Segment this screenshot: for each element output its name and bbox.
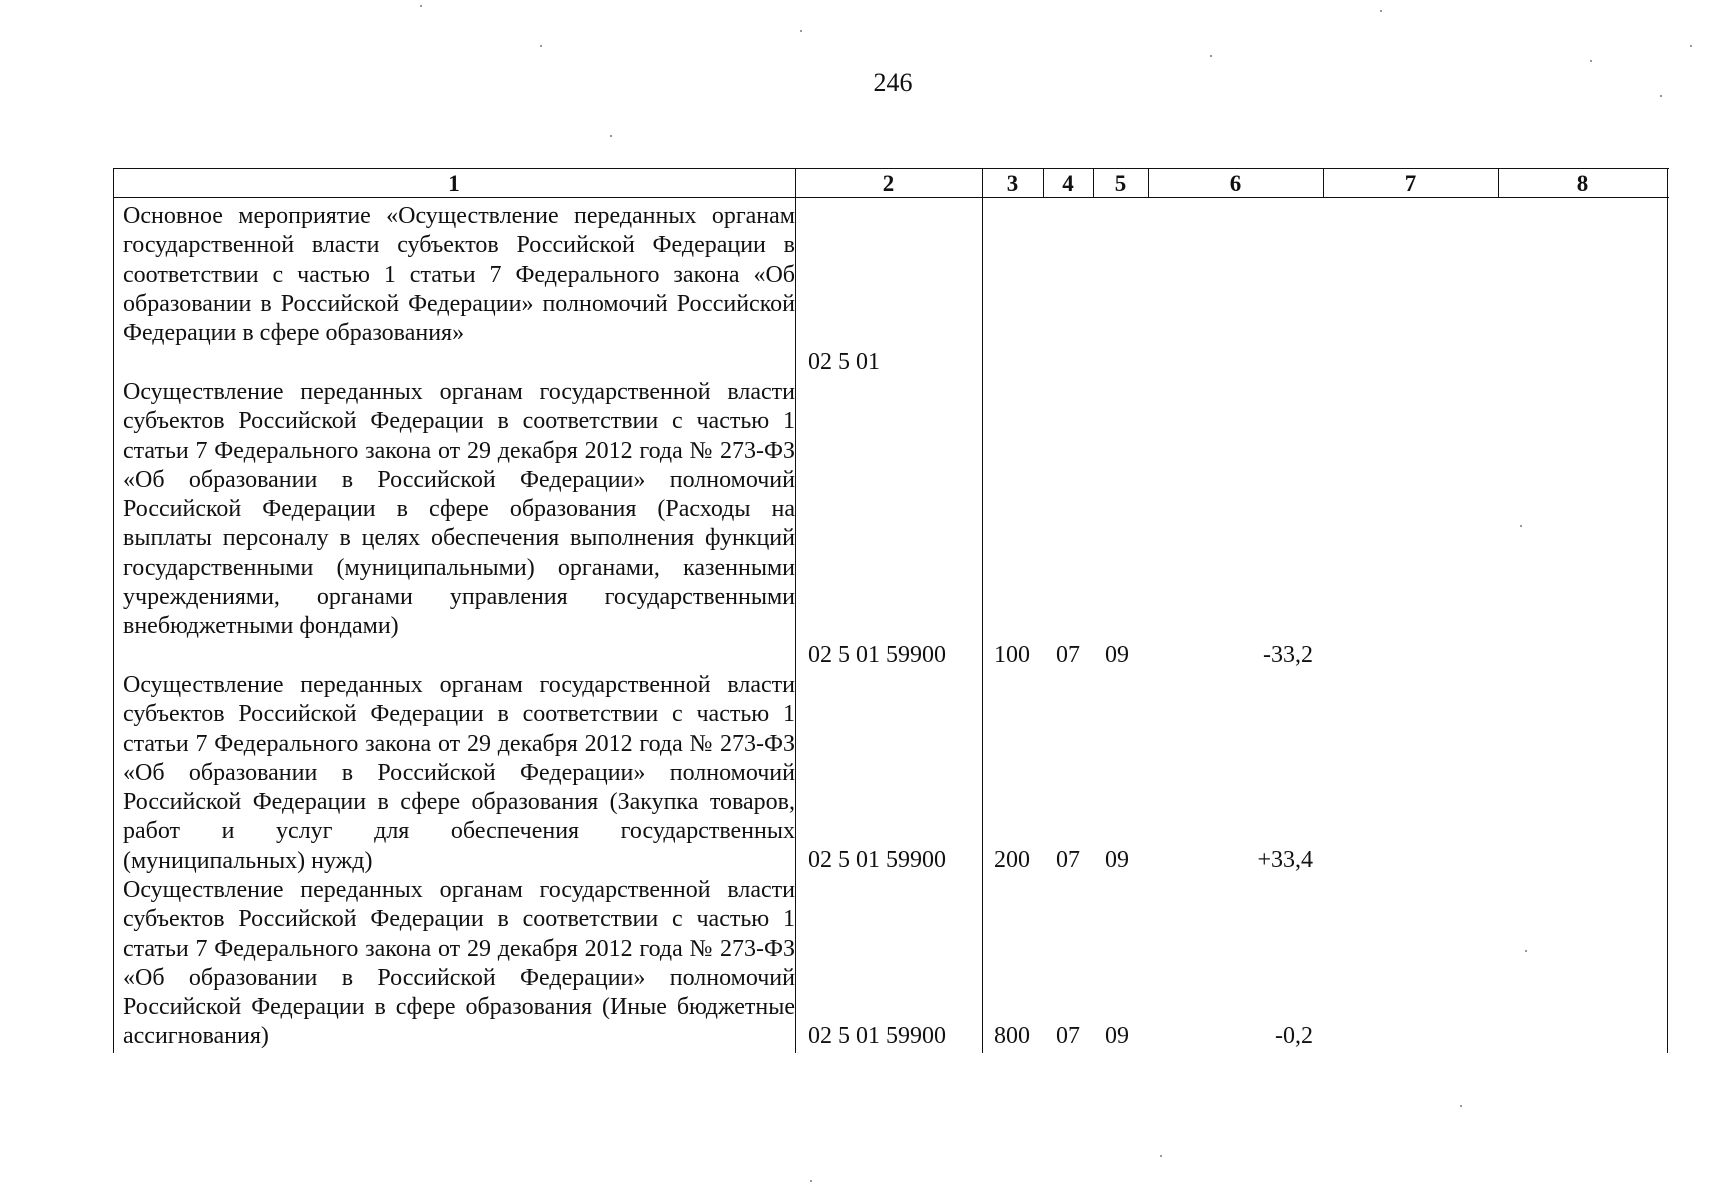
column-divider xyxy=(1667,168,1668,1053)
column-divider xyxy=(113,168,114,1053)
row-description: Осуществление переданных органам государственной власти субъектов Российской Федерации в соответствии с частью 1 статьи 7 Федерального закона от 29 декабря 2012 года № 273-ФЗ «Об образовании в Российской Федерации» полномочий Российской Федерации в сфере образования (Закупка товаров, работ и услуг для обеспечения государственных (муниципальных) нужд) xyxy=(123,672,795,874)
program-code: 02 5 01 xyxy=(808,349,880,375)
column-header: 4 xyxy=(1062,171,1074,196)
scan-speck xyxy=(800,30,802,32)
column-header: 2 xyxy=(882,171,895,196)
page-number: 246 xyxy=(873,68,913,97)
scan-speck xyxy=(1160,1155,1162,1157)
expense-type-code: 800 xyxy=(994,1023,1030,1049)
subsection-code: 09 xyxy=(1105,642,1129,668)
column-header: 6 xyxy=(1229,171,1242,196)
section-code: 07 xyxy=(1056,642,1080,668)
scan-speck xyxy=(610,135,612,137)
budget-table xyxy=(113,168,1669,1053)
amount: +33,4 xyxy=(1257,847,1313,873)
subsection-code: 09 xyxy=(1105,1023,1129,1049)
column-header: 3 xyxy=(1006,171,1019,196)
table-top-border xyxy=(113,168,1669,169)
header-bottom-border xyxy=(113,197,1669,198)
column-header: 8 xyxy=(1576,171,1589,196)
scan-speck xyxy=(420,5,422,7)
column-header: 7 xyxy=(1404,171,1417,196)
scan-speck xyxy=(1690,45,1692,47)
scan-speck xyxy=(1590,60,1592,62)
amount: -0,2 xyxy=(1275,1023,1313,1049)
scan-speck xyxy=(1210,55,1212,57)
expense-type-code: 100 xyxy=(994,642,1030,668)
scan-speck xyxy=(1460,1105,1462,1107)
scan-speck xyxy=(1525,950,1527,952)
scan-speck xyxy=(1380,10,1382,12)
subsection-code: 09 xyxy=(1105,847,1129,873)
program-code: 02 5 01 59900 xyxy=(808,642,946,668)
scan-speck xyxy=(1520,525,1522,527)
expense-type-code: 200 xyxy=(994,847,1030,873)
amount: -33,2 xyxy=(1263,642,1313,668)
scan-speck xyxy=(810,1180,812,1182)
section-code: 07 xyxy=(1056,1023,1080,1049)
column-divider xyxy=(795,168,796,1053)
row-description: Основное мероприятие «Осуществление переданных органам государственной власти субъектов Российской Федерации в соответствии с частью 1 статьи 7 Федерального закона «Об образовании в Российской Федерации» полномочий Российской Федерации в сфере образования» xyxy=(123,203,795,347)
row-description: Осуществление переданных органам государственной власти субъектов Российской Федерации в соответствии с частью 1 статьи 7 Федерального закона от 29 декабря 2012 года № 273-ФЗ «Об образовании в Российской Федерации» полномочий Российской Федерации в сфере образования (Иные бюджетные ассигнования) xyxy=(123,877,795,1050)
scan-speck xyxy=(1660,95,1662,97)
column-header: 1 xyxy=(448,171,460,196)
column-header: 5 xyxy=(1114,171,1127,196)
row-description: Осуществление переданных органам государственной власти субъектов Российской Федерации в соответствии с частью 1 статьи 7 Федерального закона от 29 декабря 2012 года № 273-ФЗ «Об образовании в Российской Федерации» полномочий Российской Федерации в сфере образования (Расходы на выплаты персоналу в целях обеспечения выполнения функций государственными (муниципальными) органами, казенными учреждениями, органами управления государственными внебюджетными фондами) xyxy=(123,379,795,640)
column-divider xyxy=(982,168,983,1053)
scan-speck xyxy=(540,45,542,47)
program-code: 02 5 01 59900 xyxy=(808,1023,946,1049)
program-code: 02 5 01 59900 xyxy=(808,847,946,873)
section-code: 07 xyxy=(1056,847,1080,873)
